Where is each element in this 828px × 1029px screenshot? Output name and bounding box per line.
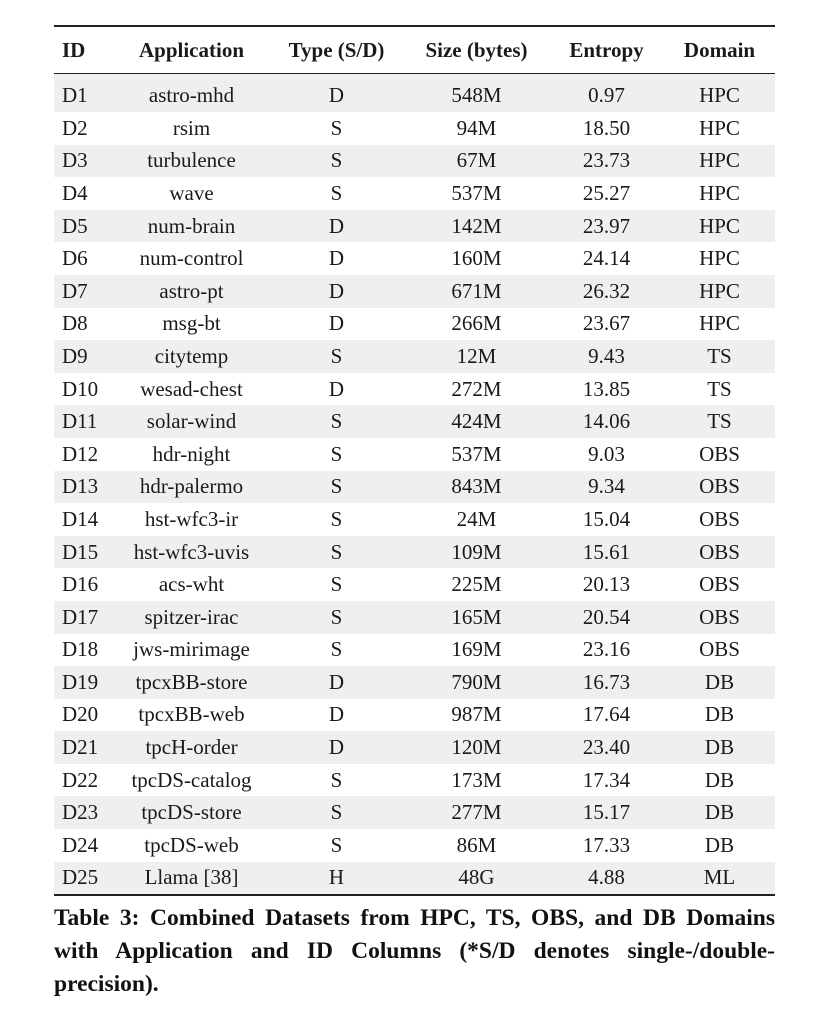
- cell-id: D15: [54, 536, 114, 569]
- table-row: [54, 699, 775, 732]
- table-row: [54, 438, 775, 471]
- cell-size: 843M: [404, 471, 549, 504]
- cell-type: S: [330, 506, 343, 531]
- cell-entropy: 15.04: [582, 506, 631, 531]
- cell-size: 86M: [456, 832, 497, 857]
- table-row: [54, 471, 775, 504]
- cell-size: 277M: [404, 796, 549, 829]
- cell-entropy: 9.03: [588, 441, 625, 466]
- table-row: [54, 764, 775, 797]
- cell-application: tpcxBB-store: [114, 666, 269, 699]
- cell-size: 225M: [451, 572, 502, 597]
- header-id: ID: [62, 37, 86, 62]
- table-caption: Table 3: Combined Datasets from HPC, TS, OBS, and DB Domains with Application and ID Columns (*S/D denotes single-/double-precision).: [54, 905, 775, 997]
- datasets-table-container: [54, 25, 775, 896]
- cell-application: spitzer-irac: [114, 601, 269, 634]
- cell-type: S: [330, 115, 343, 140]
- cell-entropy: 17.64: [582, 702, 631, 727]
- cell-size: 48G: [404, 862, 549, 896]
- cell-size: 67M: [404, 145, 549, 178]
- cell-type: D: [269, 666, 404, 699]
- cell-application: num-brain: [114, 210, 269, 243]
- cell-size: 142M: [404, 210, 549, 243]
- cell-domain: DB: [664, 731, 775, 764]
- cell-entropy: 4.88: [549, 862, 664, 896]
- cell-application: jws-mirimage: [133, 637, 250, 662]
- table-row: [54, 145, 775, 178]
- cell-domain: HPC: [664, 74, 775, 113]
- cell-type: D: [269, 74, 404, 113]
- cell-size: 169M: [451, 637, 502, 662]
- cell-size: 94M: [456, 115, 497, 140]
- cell-domain: HPC: [699, 115, 740, 140]
- cell-domain: HPC: [664, 210, 775, 243]
- table-body: [54, 74, 775, 896]
- cell-type: S: [269, 145, 404, 178]
- cell-size: 537M: [451, 180, 502, 205]
- cell-id: D24: [62, 832, 99, 857]
- cell-application: tpcDS-catalog: [131, 767, 252, 792]
- cell-type: S: [330, 572, 343, 597]
- cell-size: 987M: [451, 702, 502, 727]
- table-row: [54, 242, 775, 275]
- cell-id: D10: [62, 376, 99, 401]
- cell-domain: OBS: [664, 471, 775, 504]
- cell-application: astro-pt: [114, 275, 269, 308]
- cell-application: astro-mhd: [114, 74, 269, 113]
- table-row: [54, 177, 775, 210]
- cell-type: S: [269, 601, 404, 634]
- cell-entropy: 26.32: [549, 275, 664, 308]
- cell-id: D8: [62, 311, 88, 336]
- cell-id: D2: [62, 115, 88, 140]
- cell-type: S: [269, 405, 404, 438]
- cell-application: msg-bt: [162, 311, 221, 336]
- cell-type: D: [328, 376, 345, 401]
- cell-type: S: [269, 471, 404, 504]
- cell-size: 173M: [451, 767, 502, 792]
- cell-domain: DB: [704, 702, 735, 727]
- cell-id: D4: [62, 180, 88, 205]
- cell-size: 160M: [451, 246, 502, 271]
- cell-id: D13: [54, 471, 114, 504]
- cell-entropy: 15.17: [549, 796, 664, 829]
- cell-type: S: [330, 637, 343, 662]
- cell-domain: DB: [704, 767, 735, 792]
- cell-domain: DB: [664, 666, 775, 699]
- table-row: [54, 601, 775, 634]
- cell-type: D: [269, 275, 404, 308]
- table-row: [54, 308, 775, 341]
- cell-id: D25: [54, 862, 114, 896]
- cell-entropy: 20.54: [549, 601, 664, 634]
- table-row: [54, 503, 775, 536]
- cell-domain: TS: [664, 405, 775, 438]
- cell-application: wesad-chest: [140, 376, 243, 401]
- cell-id: D18: [62, 637, 99, 662]
- cell-domain: HPC: [664, 275, 775, 308]
- cell-type: S: [330, 832, 343, 857]
- cell-application: turbulence: [114, 145, 269, 178]
- cell-application: hdr-palermo: [114, 471, 269, 504]
- table-row: [54, 373, 775, 406]
- cell-id: D14: [62, 506, 99, 531]
- cell-domain: ML: [664, 862, 775, 896]
- cell-application: hdr-night: [152, 441, 231, 466]
- cell-domain: OBS: [664, 536, 775, 569]
- cell-entropy: 13.85: [582, 376, 631, 401]
- cell-entropy: 16.73: [549, 666, 664, 699]
- cell-domain: HPC: [699, 246, 740, 271]
- cell-application: tpcDS-store: [114, 796, 269, 829]
- table-row: [54, 666, 775, 699]
- cell-id: D16: [62, 572, 99, 597]
- cell-domain: HPC: [699, 311, 740, 336]
- cell-type: D: [328, 246, 345, 271]
- cell-application: num-control: [139, 246, 244, 271]
- cell-size: 12M: [404, 340, 549, 373]
- cell-domain: DB: [704, 832, 735, 857]
- header-entropy: Entropy: [569, 37, 644, 62]
- header-application: Application: [138, 37, 245, 62]
- cell-entropy: 9.43: [549, 340, 664, 373]
- cell-application: solar-wind: [114, 405, 269, 438]
- cell-domain: OBS: [664, 601, 775, 634]
- cell-size: 548M: [404, 74, 549, 113]
- cell-type: D: [328, 702, 345, 727]
- table-row: [54, 829, 775, 862]
- cell-entropy: 15.61: [549, 536, 664, 569]
- cell-id: D17: [54, 601, 114, 634]
- cell-size: 272M: [451, 376, 502, 401]
- cell-entropy: 23.16: [582, 637, 631, 662]
- table-header-row: [54, 26, 775, 74]
- cell-id: D19: [54, 666, 114, 699]
- cell-domain: TS: [707, 376, 732, 401]
- cell-size: 109M: [404, 536, 549, 569]
- cell-entropy: 9.34: [549, 471, 664, 504]
- cell-type: D: [328, 311, 345, 336]
- cell-id: D23: [54, 796, 114, 829]
- table-row: [54, 568, 775, 601]
- cell-id: D20: [62, 702, 99, 727]
- cell-id: D21: [54, 731, 114, 764]
- cell-id: D6: [62, 246, 88, 271]
- cell-size: 424M: [404, 405, 549, 438]
- cell-size: 24M: [456, 506, 497, 531]
- cell-entropy: 0.97: [549, 74, 664, 113]
- table-row: [54, 112, 775, 145]
- cell-id: D3: [54, 145, 114, 178]
- cell-id: D7: [54, 275, 114, 308]
- cell-application: tpcxBB-web: [138, 702, 245, 727]
- cell-size: 537M: [451, 441, 502, 466]
- cell-domain: OBS: [699, 506, 740, 531]
- cell-type: D: [269, 731, 404, 764]
- cell-application: wave: [169, 180, 214, 205]
- cell-entropy: 17.33: [582, 832, 631, 857]
- cell-entropy: 24.14: [582, 246, 631, 271]
- cell-entropy: 23.73: [549, 145, 664, 178]
- header-type: Type (S/D): [288, 37, 385, 62]
- cell-type: D: [269, 210, 404, 243]
- cell-entropy: 25.27: [582, 180, 631, 205]
- cell-type: S: [330, 441, 343, 466]
- cell-application: hst-wfc3-uvis: [114, 536, 269, 569]
- cell-domain: OBS: [699, 637, 740, 662]
- cell-id: D5: [54, 210, 114, 243]
- cell-entropy: 18.50: [582, 115, 631, 140]
- cell-size: 790M: [404, 666, 549, 699]
- cell-entropy: 23.97: [549, 210, 664, 243]
- cell-domain: DB: [664, 796, 775, 829]
- cell-domain: OBS: [699, 572, 740, 597]
- cell-id: D9: [54, 340, 114, 373]
- header-domain: Domain: [683, 37, 756, 62]
- cell-id: D11: [54, 405, 114, 438]
- cell-entropy: 23.67: [582, 311, 631, 336]
- cell-application: rsim: [172, 115, 211, 140]
- cell-type: S: [330, 180, 343, 205]
- cell-size: 671M: [404, 275, 549, 308]
- table-row: [54, 634, 775, 667]
- cell-size: 266M: [451, 311, 502, 336]
- cell-application: hst-wfc3-ir: [144, 506, 239, 531]
- cell-size: 120M: [404, 731, 549, 764]
- table-row: [54, 731, 775, 764]
- cell-type: H: [269, 862, 404, 896]
- cell-application: tpcH-order: [114, 731, 269, 764]
- table-row: [54, 74, 775, 113]
- datasets-table: [54, 25, 775, 896]
- cell-domain: OBS: [699, 441, 740, 466]
- cell-domain: TS: [664, 340, 775, 373]
- table-row: [54, 405, 775, 438]
- table-row: [54, 340, 775, 373]
- cell-entropy: 20.13: [582, 572, 631, 597]
- cell-domain: HPC: [664, 145, 775, 178]
- cell-id: D22: [62, 767, 99, 792]
- cell-type: S: [269, 536, 404, 569]
- cell-type: S: [269, 796, 404, 829]
- cell-type: S: [269, 340, 404, 373]
- cell-application: tpcDS-web: [144, 832, 239, 857]
- cell-id: D12: [62, 441, 99, 466]
- cell-size: 165M: [404, 601, 549, 634]
- cell-entropy: 17.34: [582, 767, 631, 792]
- table-row: [54, 536, 775, 569]
- cell-application: acs-wht: [158, 572, 225, 597]
- cell-id: D1: [54, 74, 114, 113]
- cell-entropy: 14.06: [549, 405, 664, 438]
- cell-domain: HPC: [699, 180, 740, 205]
- table-row: [54, 210, 775, 243]
- header-size: Size (bytes): [425, 37, 528, 62]
- cell-application: citytemp: [114, 340, 269, 373]
- table-row: [54, 796, 775, 829]
- cell-application: Llama [38]: [114, 862, 269, 896]
- cell-type: S: [330, 767, 343, 792]
- table-row: [54, 275, 775, 308]
- cell-entropy: 23.40: [549, 731, 664, 764]
- table-row: [54, 862, 775, 896]
